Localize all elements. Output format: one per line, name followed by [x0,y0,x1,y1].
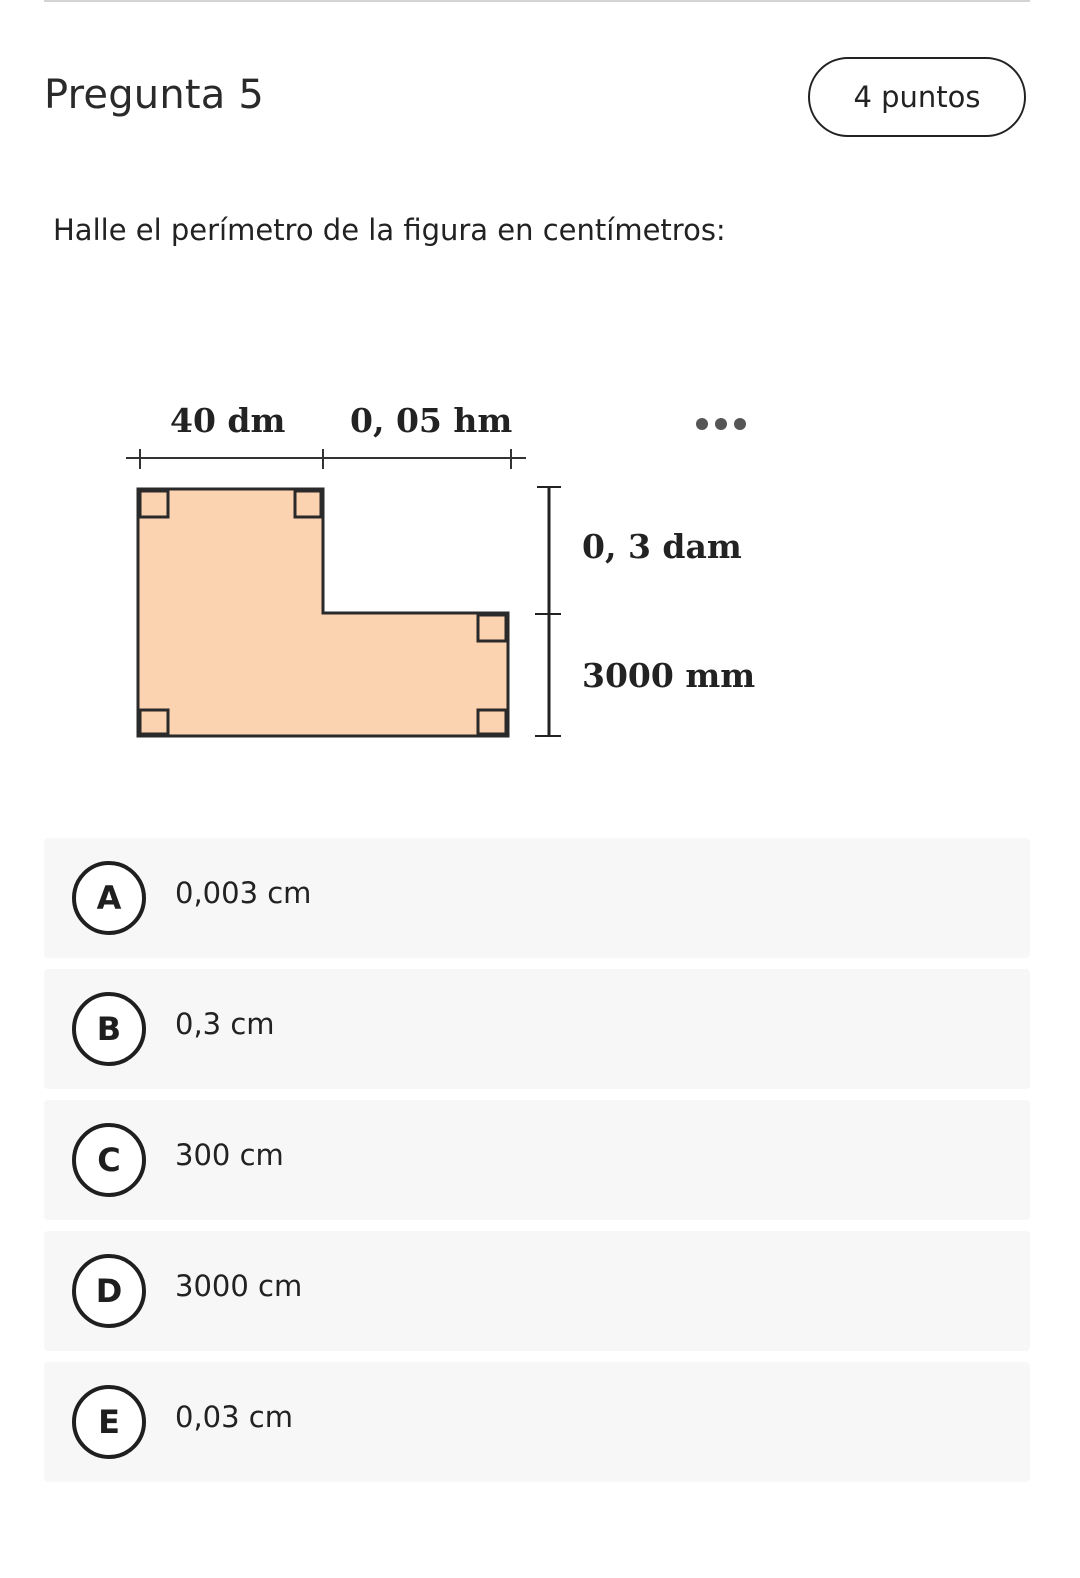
option-letter-badge: C [72,1123,146,1197]
question-text: Halle el perímetro de la figura en centímetros: [53,213,726,247]
option-a[interactable] [44,838,1030,958]
question-title: Pregunta 5 [44,72,265,118]
option-letter-badge: A [72,861,146,935]
option-b[interactable] [44,969,1030,1089]
option-text: 0,3 cm [175,1007,275,1041]
dot [696,418,708,430]
label-0-3-dam: 0, 3 dam [582,527,742,566]
option-letter-badge: E [72,1385,146,1459]
dot [715,418,727,430]
option-letter-badge: B [72,992,146,1066]
option-e[interactable] [44,1362,1030,1482]
option-text: 0,003 cm [175,876,312,910]
dot [734,418,746,430]
points-badge: 4 puntos [808,57,1026,137]
option-d[interactable] [44,1231,1030,1351]
option-text: 300 cm [175,1138,284,1172]
option-c[interactable] [44,1100,1030,1220]
option-text: 0,03 cm [175,1400,293,1434]
label-40-dm: 40 dm [170,401,286,440]
more-horizontal-icon[interactable] [696,415,746,433]
l-shape [138,489,508,736]
question-figure [100,385,780,755]
option-text: 3000 cm [175,1269,303,1303]
option-letter-badge: D [72,1254,146,1328]
label-3000-mm: 3000 mm [582,656,756,695]
l-shape-figure [100,385,780,755]
top-divider [44,0,1030,2]
label-0-05-hm: 0, 05 hm [350,401,513,440]
